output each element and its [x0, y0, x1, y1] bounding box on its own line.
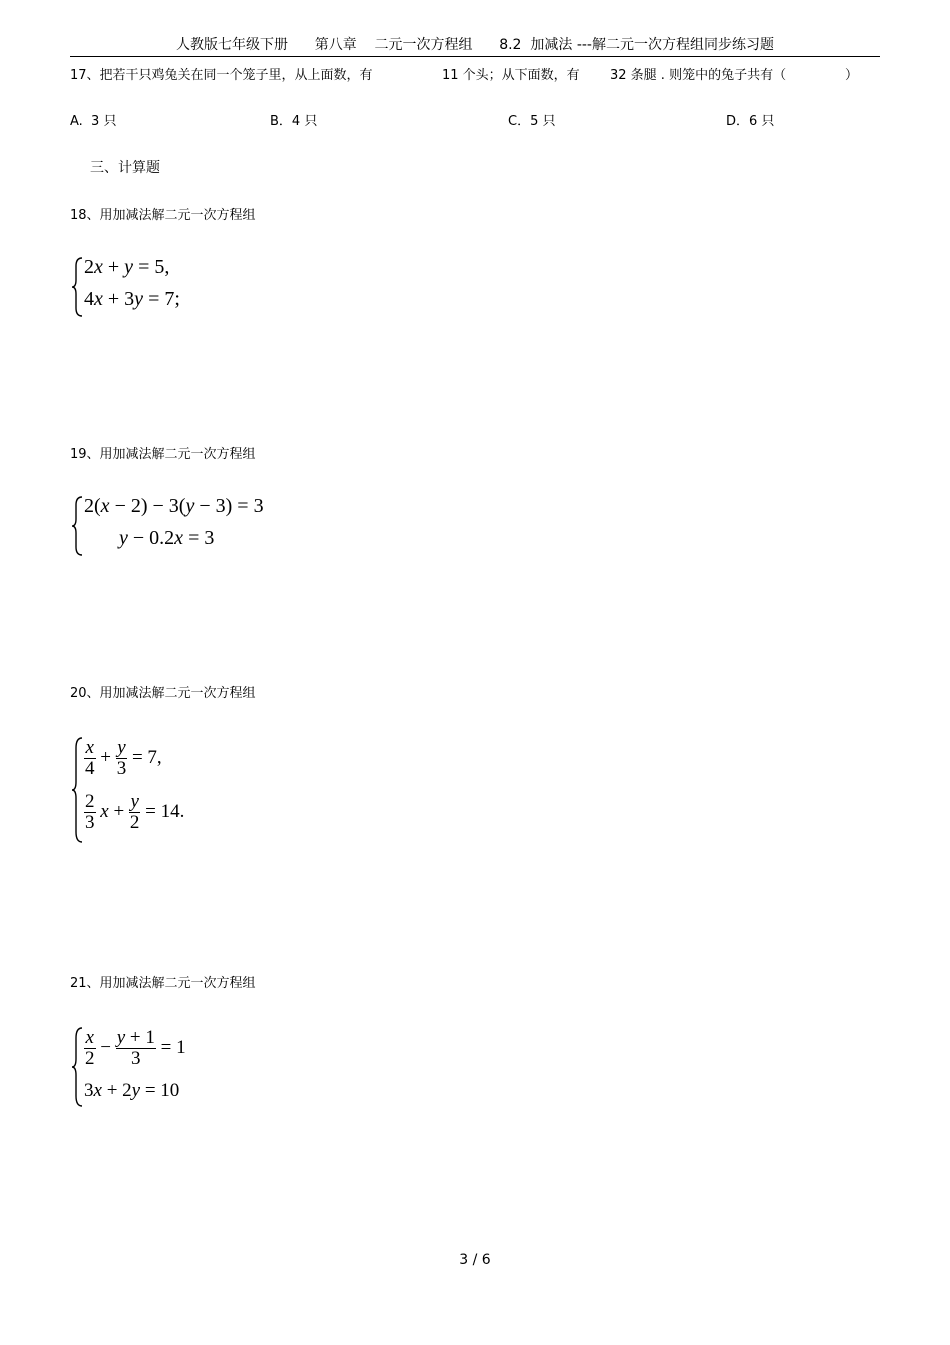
problem-21-equation-system [72, 1026, 232, 1110]
section-title: 三、计算题 [90, 160, 160, 176]
problem-20-equation-system [72, 736, 232, 846]
problem-18-title: 18、用加减法解二元一次方程组 [70, 208, 256, 223]
header-rule [70, 56, 880, 57]
left-brace-icon [72, 1026, 84, 1108]
left-brace-icon [72, 495, 84, 557]
page-header: 人教版七年级下册 第八章 二元一次方程组 8.2 加减法 ---解二元一次方程组同步练习题 [176, 37, 774, 53]
left-brace-icon [72, 256, 84, 318]
problem-18-eq1: 2x + y = 5, [84, 256, 170, 278]
problem-21-title: 21、用加减法解二元一次方程组 [70, 976, 256, 991]
q17-text-part1: 17、把若干只鸡兔关在同一个笼子里，从上面数，有 [70, 68, 373, 83]
problem-19-eq1: 2(x − 2) − 3(y − 3) = 3 [84, 495, 264, 517]
question-17 [70, 64, 880, 84]
problem-20-eq1: $\frac{x}{4}$ + $\frac{y}{3}$ = 7, [85, 737, 162, 779]
q17-option-d: D．6 只 [726, 114, 775, 129]
problem-18-eq2: 4x + 3y = 7; [84, 288, 180, 310]
problem-18-equation-system [72, 256, 232, 320]
problem-20-eq2: $\frac{2}{3}$ x + $\frac{y}{2}$ = 14. [85, 791, 185, 833]
left-brace-icon [72, 736, 84, 844]
problem-21-eq2: 3x + 2y = 10 [84, 1080, 180, 1101]
problem-20-title: 20、用加减法解二元一次方程组 [70, 686, 256, 701]
problem-19-equation-system [72, 495, 272, 559]
problem-19-title: 19、用加减法解二元一次方程组 [70, 447, 256, 462]
q17-option-b: B．4 只 [270, 114, 318, 129]
problem-19-eq2: y − 0.2x = 3 [119, 527, 215, 549]
q17-option-a: A. 3 只 [70, 114, 117, 129]
q17-text-part4: ） [845, 68, 859, 83]
q17-option-c: C．5 只 [508, 114, 556, 129]
q17-text-part2: 11 个头；从下面数，有 [442, 68, 580, 83]
page-number: 3 / 6 [459, 1252, 491, 1268]
problem-21-eq1: $\frac{x}{2}$ − $\frac{y + 1}{3}$ = 1 [85, 1027, 186, 1069]
q17-text-part3: 32 条腿 . 则笼中的兔子共有（ [610, 68, 787, 83]
